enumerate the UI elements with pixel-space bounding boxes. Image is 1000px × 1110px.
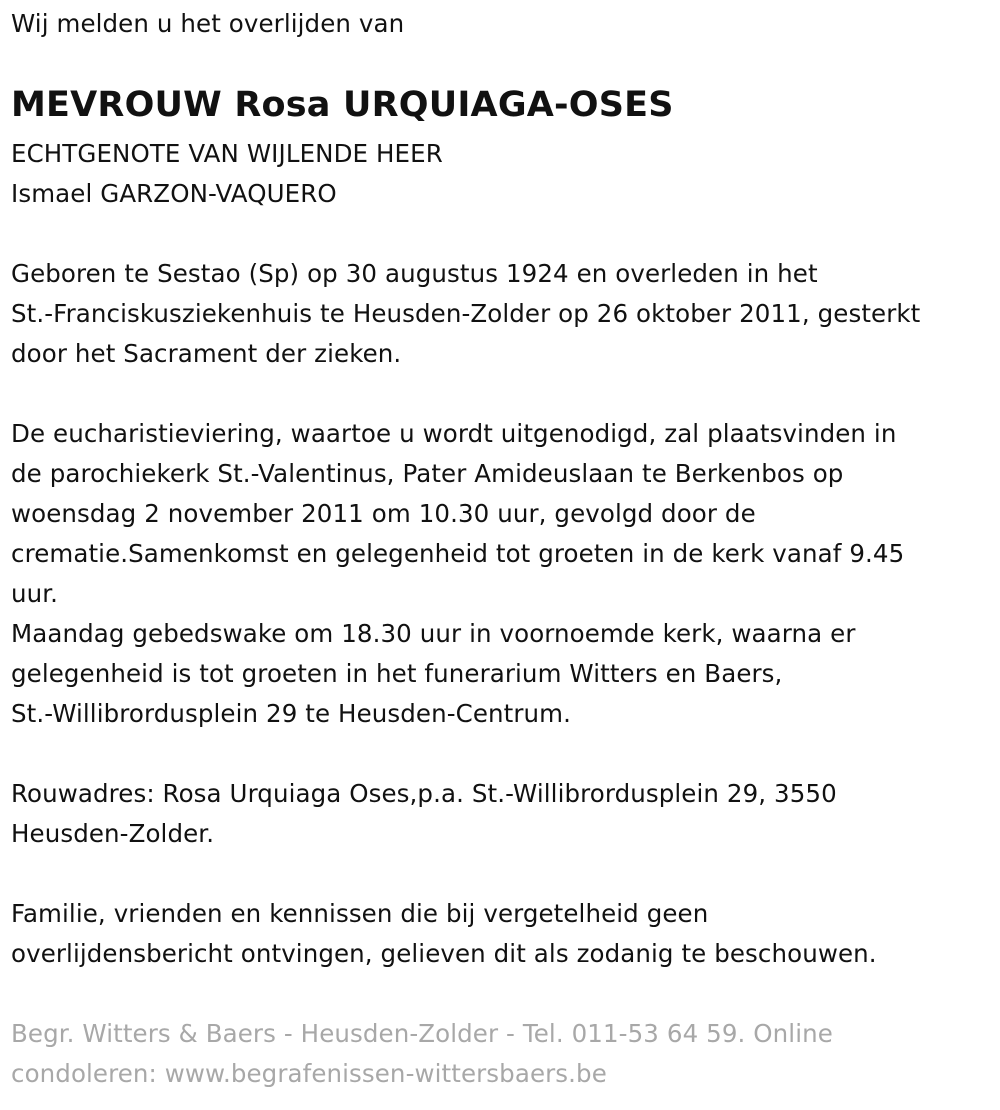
paragraph-line: overlijdensbericht ontvingen, gelieven dit als zodanig te beschouwen.: [11, 939, 877, 968]
paragraph-line: de parochiekerk St.-Valentinus, Pater Amideuslaan te Berkenbos op: [11, 459, 844, 488]
paragraph-line: Maandag gebedswake om 18.30 uur in voornoemde kerk, waarna er: [11, 619, 856, 648]
family-paragraph: [11, 894, 877, 974]
deceased-name: MEVROUW Rosa URQUIAGA-OSES: [11, 85, 674, 125]
spouse-line: Ismael GARZON-VAQUERO: [11, 179, 337, 208]
footer-line: Begr. Witters & Baers - Heusden-Zolder - Tel. 011-53 64 59. Online: [11, 1019, 833, 1048]
paragraph-line: De eucharistieviering, waartoe u wordt uitgenodigd, zal plaatsvinden in: [11, 419, 897, 448]
paragraph-line: Heusden-Zolder.: [11, 819, 215, 848]
service-paragraph: [11, 414, 904, 734]
spouse-line: ECHTGENOTE VAN WIJLENDE HEER: [11, 139, 443, 168]
birth-death-paragraph: [11, 254, 920, 374]
paragraph-line: gelegenheid is tot groeten in het funerarium Witters en Baers,: [11, 659, 783, 688]
funeral-home-footer: [11, 1014, 833, 1094]
paragraph-line: uur.: [11, 579, 59, 608]
paragraph-line: door het Sacrament der zieken.: [11, 339, 402, 368]
mourning-address-paragraph: [11, 774, 837, 854]
spouse-block: [11, 134, 443, 214]
paragraph-line: Rouwadres: Rosa Urquiaga Oses,p.a. St.-Willibrordusplein 29, 3550: [11, 779, 837, 808]
paragraph-line: crematie.Samenkomst en gelegenheid tot groeten in de kerk vanaf 9.45: [11, 539, 905, 568]
paragraph-line: Geboren te Sestao (Sp) op 30 augustus 1924 en overleden in het: [11, 259, 818, 288]
paragraph-line: Familie, vrienden en kennissen die bij vergetelheid geen: [11, 899, 709, 928]
paragraph-line: St.-Willibrordusplein 29 te Heusden-Centrum.: [11, 699, 572, 728]
paragraph-line: St.-Franciskusziekenhuis te Heusden-Zolder op 26 oktober 2011, gesterkt: [11, 299, 921, 328]
intro-text: Wij melden u het overlijden van: [11, 9, 405, 38]
paragraph-line: woensdag 2 november 2011 om 10.30 uur, gevolgd door de: [11, 499, 756, 528]
footer-line: condoleren: www.begrafenissen-wittersbaers.be: [11, 1059, 607, 1088]
